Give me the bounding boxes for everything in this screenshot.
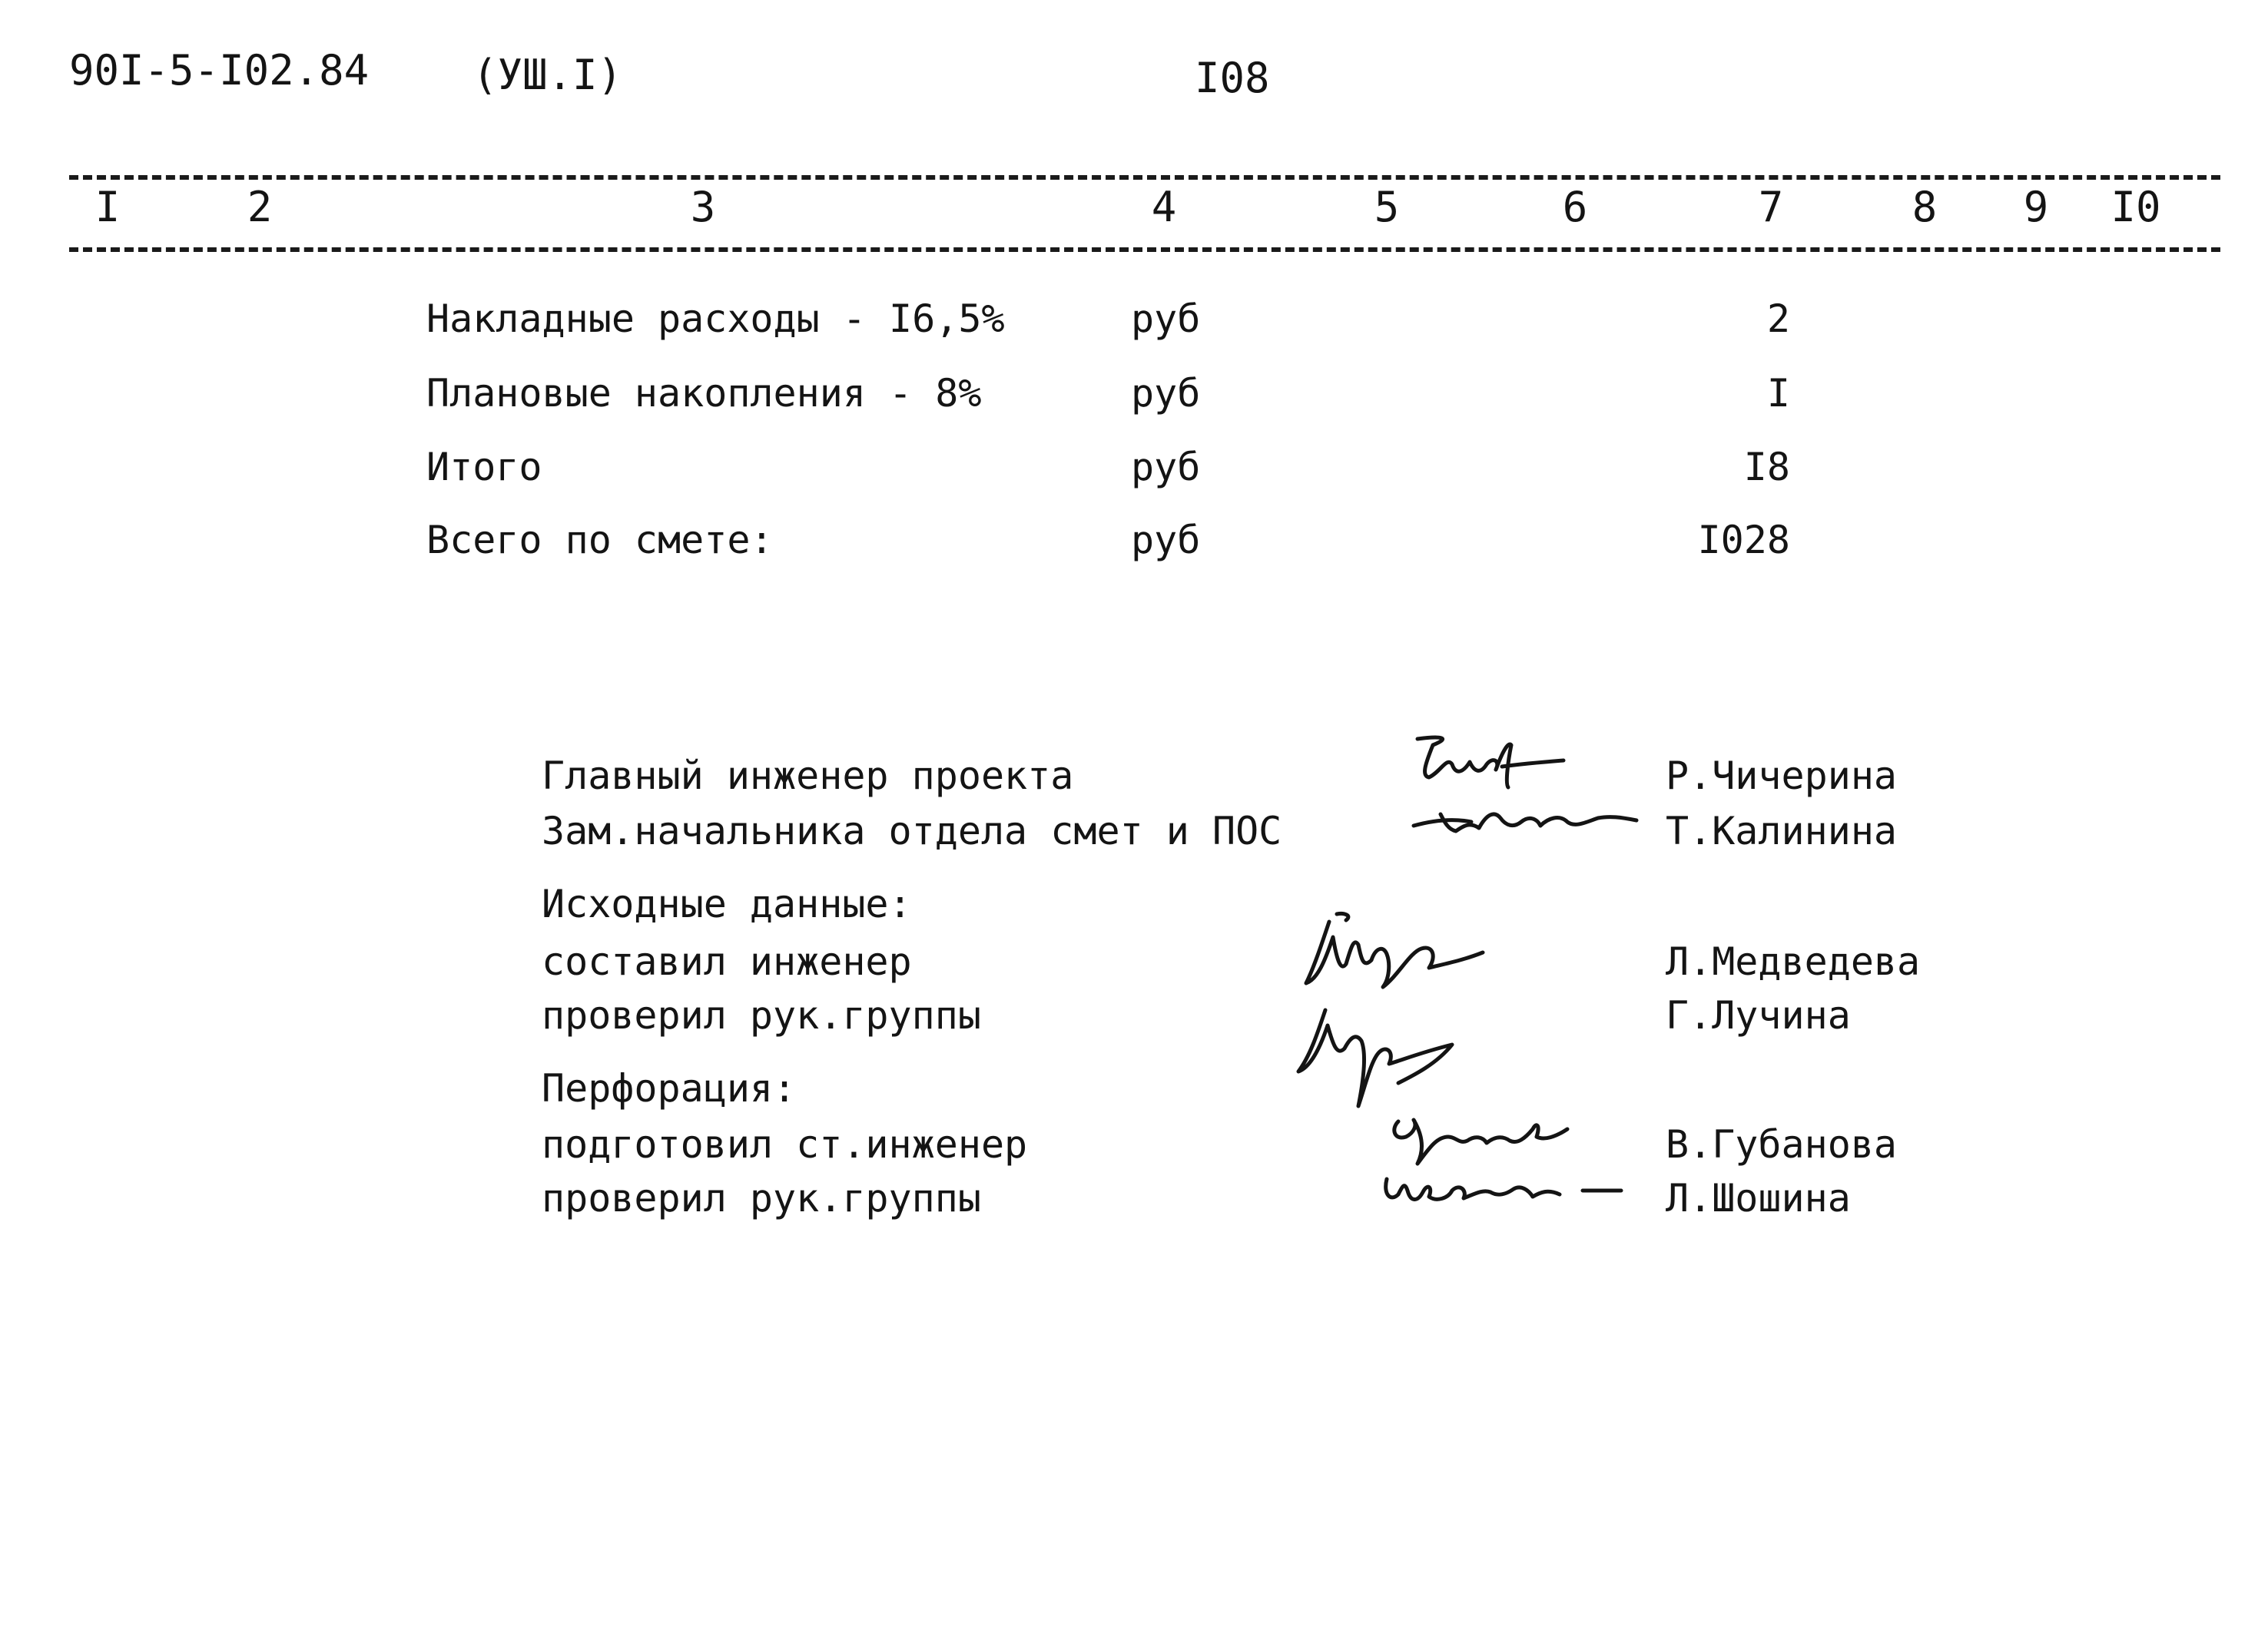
signatory-name: Т.Калинина xyxy=(1666,809,1898,853)
signature-title: проверил рук.группы xyxy=(542,993,981,1038)
signature-chicherina xyxy=(1410,730,1571,799)
column-number: 5 xyxy=(1374,183,1400,231)
signature-title: Зам.начальника отдела смет и ПОС xyxy=(542,809,1282,853)
column-number: 3 xyxy=(690,183,716,231)
signature-gubanova xyxy=(1383,1106,1575,1168)
signature-title: проверил рук.группы xyxy=(542,1176,981,1221)
row-unit: руб xyxy=(1131,445,1201,489)
row-value: I8 xyxy=(1743,445,1790,489)
row-unit: руб xyxy=(1131,371,1201,416)
column-number: I0 xyxy=(2110,183,2161,231)
column-number: 9 xyxy=(2023,183,2049,231)
signature-shoshina xyxy=(1375,1160,1629,1214)
row-value: 2 xyxy=(1766,296,1790,341)
section-heading: Перфорация: xyxy=(542,1066,797,1111)
document-code: 90I-5-I02.84 xyxy=(69,46,370,94)
signature-title: составил инженер xyxy=(542,939,912,984)
row-name: Накладные расходы - I6,5% xyxy=(426,296,1005,341)
signature-luchina xyxy=(1291,999,1467,1114)
section-label: (УШ.I) xyxy=(472,51,623,99)
row-name: Всего по смете: xyxy=(426,518,774,562)
column-number: 4 xyxy=(1151,183,1177,231)
row-value: I xyxy=(1766,371,1790,416)
signature-medvedeva xyxy=(1298,906,1498,999)
signatory-name: Л.Шошина xyxy=(1666,1176,1851,1221)
row-unit: руб xyxy=(1131,518,1201,562)
column-number: I xyxy=(94,183,121,231)
page-number: I08 xyxy=(1195,54,1270,102)
bottom-dashed-rule xyxy=(69,247,2220,252)
row-name: Плановые накопления - 8% xyxy=(426,371,982,416)
signature-title: подготовил ст.инженер xyxy=(542,1122,1028,1167)
section-heading: Исходные данные: xyxy=(542,882,912,926)
signatory-name: Г.Лучина xyxy=(1666,993,1851,1038)
signature-title: Главный инженер проекта xyxy=(542,754,1074,798)
column-number: 7 xyxy=(1758,183,1784,231)
column-number: 2 xyxy=(247,183,273,231)
column-number: 6 xyxy=(1562,183,1588,231)
signatory-name: В.Губанова xyxy=(1666,1122,1898,1167)
top-dashed-rule xyxy=(69,175,2220,180)
signatory-name: Р.Чичерина xyxy=(1666,754,1898,798)
row-value: I028 xyxy=(1697,518,1790,562)
signature-kalinina xyxy=(1410,799,1640,845)
signatory-name: Л.Медведева xyxy=(1666,939,1921,984)
row-unit: руб xyxy=(1131,296,1201,341)
row-name: Итого xyxy=(426,445,542,489)
column-number: 8 xyxy=(1912,183,1938,231)
